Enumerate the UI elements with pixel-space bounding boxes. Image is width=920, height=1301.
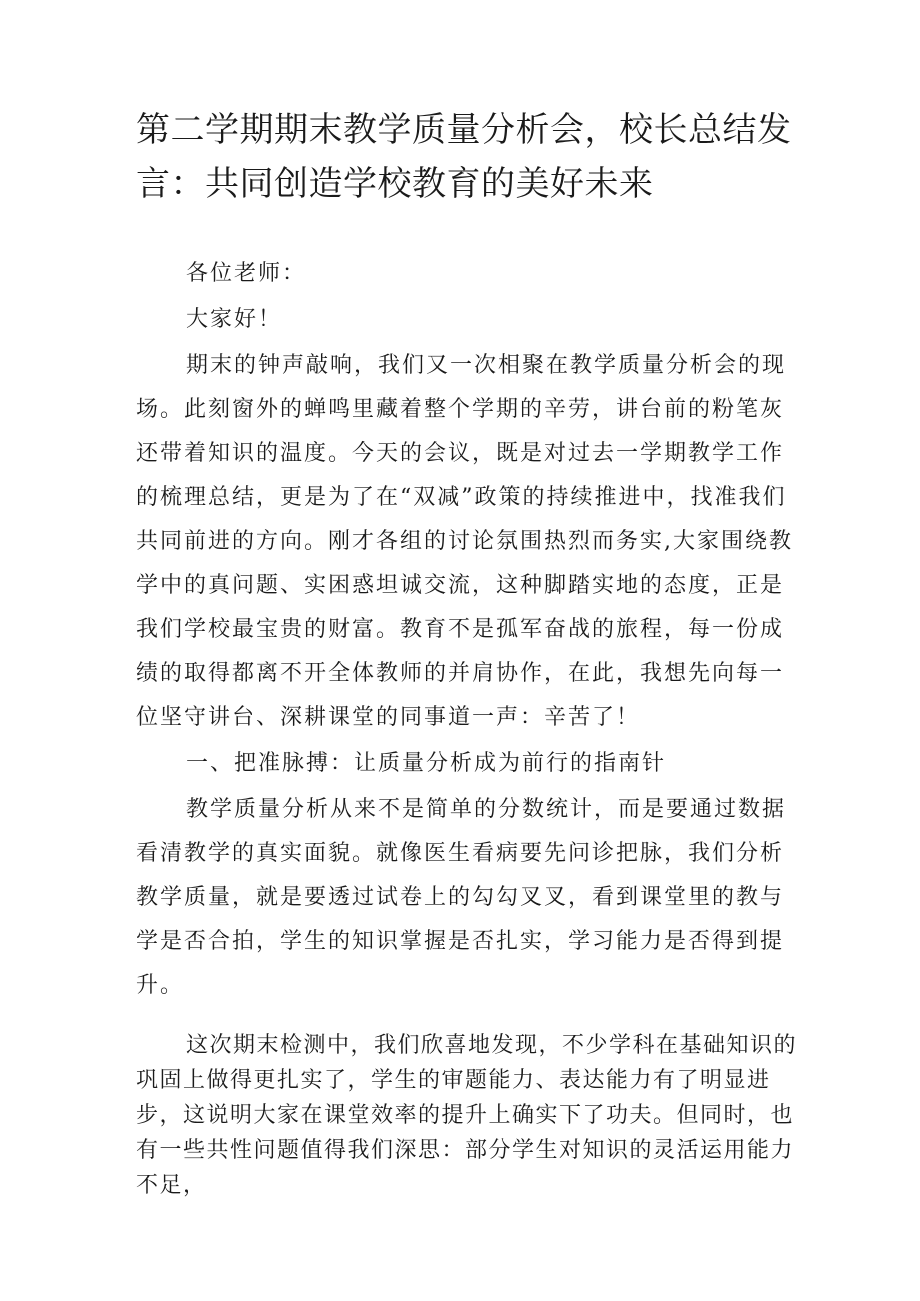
paragraph-exam-findings: 这次期末检测中，我们欣喜地发现，不少学科在基础知识的巩固上做得更扎实了，学生的审题能力、表达能力有了明显进步，这说明大家在课堂效率的提升上确实下了功夫。但同时，也有一些共性问题值得我们深思：部分学生对知识的灵活运用能力不足， xyxy=(136,1033,798,1198)
paragraph-opening: 期末的钟声敲响，我们又一次相聚在教学质量分析会的现场。此刻窗外的蝉鸣里藏着整个学期的辛劳，讲台前的粉笔灰还带着知识的温度。今天的会议，既是对过去一学期教学工作的梳理总结，更是为了在“双减”政策的持续推进中，找准我们共同前进的方向。刚才各组的讨论氛围热烈而务实,大家围绕教学中的真问题、实困惑坦诚交流，这种脚踏实地的态度，正是我们学校最宝贵的财富。教育不是孤军奋战的旅程，每一份成绩的取得都离不开全体教师的并肩协作，在此，我想先向每一位坚守讲台、深耕课堂的同事道一声：辛苦了！ xyxy=(136,353,793,730)
section-heading-1: 一、把准脉搏：让质量分析成为前行的指南针 xyxy=(186,751,667,776)
salutation: 各位老师： xyxy=(186,261,307,286)
paragraph-quality-analysis: 教学质量分析从来不是简单的分数统计，而是要通过数据看清教学的真实面貌。就像医生看病要先问诊把脉，我们分析教学质量，就是要透过试卷上的勾勾叉叉，看到课堂里的教与学是否合拍，学生的知识掌握是否扎实，学习能力是否得到提升。 xyxy=(136,797,787,998)
greeting: 大家好！ xyxy=(186,307,283,332)
document-body xyxy=(136,252,800,1010)
document-title: 第二学期期末教学质量分析会，校长总结发言：共同创造学校教育的美好未来 xyxy=(136,110,792,204)
